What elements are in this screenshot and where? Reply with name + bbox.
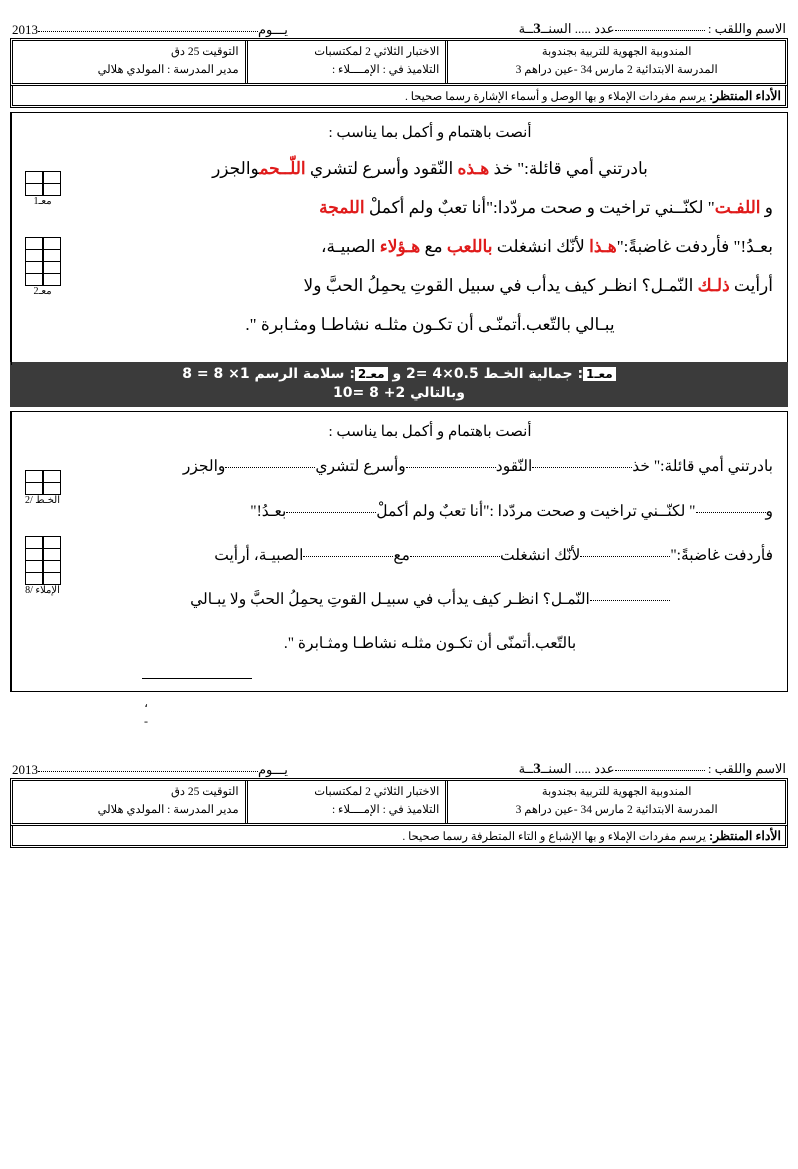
text-run: بعـدُ!" فأردفت غاضبةً:": [616, 236, 773, 256]
footer-zone: [10, 740, 788, 848]
criteria-line-2: وبالتالي 2+ 8 =10: [333, 384, 465, 401]
section2-line: [87, 590, 773, 610]
header-cell-exam-top: [245, 41, 446, 83]
director-text-top: مدير المدرسة : المولدي هلالي: [97, 64, 239, 76]
year-date-top: 2013: [12, 22, 38, 37]
stray-mark-comma: ،: [144, 696, 148, 711]
score-caption: الخـط /2: [25, 495, 60, 507]
score-cell[interactable]: [25, 482, 43, 495]
highlighted-word: هـذه: [457, 159, 490, 178]
section1-line: [87, 314, 773, 337]
identity-right-bottom: [519, 761, 786, 778]
school-text-top: المدرسة الابتدائية 2 مارس 34 -عين دراهم 3: [515, 64, 718, 76]
exam-subject-bottom: التلاميذ في : الإمــــلاء :: [331, 804, 440, 817]
text-run: و: [760, 197, 773, 217]
performance-row-bottom: [10, 826, 788, 848]
answer-blank[interactable]: [580, 556, 670, 557]
section1-instruction: أنصت باهتمام و أكمل بما يناسب :: [328, 125, 532, 141]
criteria-chip-1: معـ1: [583, 367, 616, 381]
text-run: النّمـل؟ انظـر كيف يدأب في سبيل القوتِ يحمِلُ الحبَّ ولا: [303, 275, 698, 295]
year-suffix-top: ــة: [518, 21, 534, 36]
criteria-chip-2: معـ2: [355, 367, 388, 381]
score-grid: [25, 470, 61, 494]
performance-text-top: يرسم مفردات الإملاء و بها الوصل و أسماء الإشارة رسما صحيحا .: [404, 90, 706, 103]
section2-box: [10, 411, 788, 692]
answer-blank[interactable]: [532, 467, 632, 468]
answer-blank[interactable]: [410, 556, 500, 557]
section1-line: [87, 275, 773, 298]
score-grid: [25, 171, 61, 195]
duration-text-bottom: التوقيت 25 دق: [170, 786, 239, 799]
performance-text-bottom: يرسم مفردات الإملاء و بها الإشباع و التاء المتطرفة رسما صحيحا .: [402, 830, 706, 843]
text-run: بادرتني أمي قائلة:" خذ: [489, 159, 648, 178]
day-label-bottom: يـــوم: [258, 762, 288, 778]
year-label-top: السنــ: [540, 21, 572, 36]
year-label-bottom: السنــ: [540, 761, 572, 777]
section1-lines: [87, 158, 773, 337]
text-run: الصبيـة، أرأيت: [214, 546, 304, 564]
name-blank-top[interactable]: [615, 30, 705, 31]
identity-left-top: [12, 22, 288, 38]
header-table-bottom: [10, 778, 788, 826]
section2-instruction: أنصت باهتمام و أكمل بما يناسب :: [328, 424, 532, 441]
header-cell-exam-bottom: [245, 781, 446, 823]
score-cell[interactable]: [25, 273, 43, 286]
text-run: مع: [420, 236, 447, 256]
answer-blank[interactable]: [286, 512, 376, 513]
score-cell[interactable]: [25, 572, 43, 585]
text-run: يبـالي بالتّعب.أتمنّـى أن تكـون مثلـه نشاطـا ومثـابرة ".: [245, 314, 615, 334]
text-run: النّمـل؟ انظـر كيف يدأب في سبيـل القوتِ يحمِلُ الحبَّ ولا يبـالي: [190, 590, 590, 608]
text-run: لأنّك انشغلت: [499, 546, 581, 564]
header-cell-meta-bottom: [13, 781, 245, 823]
section1-score-column: [11, 113, 73, 365]
text-run: والجزر: [212, 159, 260, 178]
highlighted-word: هـؤلاء: [379, 236, 421, 256]
section2-lines: [87, 457, 773, 654]
identity-line-bottom: [10, 740, 788, 778]
score-cell[interactable]: [43, 273, 61, 286]
identity-left-bottom: [12, 762, 288, 778]
name-label-bottom: الاسم واللقب :: [704, 761, 786, 777]
identity-right-top: [519, 21, 786, 38]
text-run: الصبيـة،: [321, 236, 380, 256]
answer-blank[interactable]: [590, 600, 670, 601]
text-run: مع: [393, 546, 410, 564]
highlighted-word: اللمجة: [319, 197, 365, 217]
text-run: بعـدُ!": [250, 502, 287, 520]
highlighted-word: باللعب: [446, 236, 493, 256]
answer-blank[interactable]: [696, 512, 766, 513]
section1-box: [10, 112, 788, 366]
header-cell-meta-top: [13, 41, 245, 83]
day-blank-top[interactable]: [38, 31, 258, 32]
score-cell[interactable]: [43, 183, 61, 196]
score-grid: [25, 536, 61, 584]
name-blank-bottom[interactable]: [615, 770, 705, 771]
section2-line: [87, 457, 773, 477]
section2-line: [87, 546, 773, 566]
duration-text-top: التوقيت 25 دق: [170, 46, 239, 59]
score-grid: [25, 237, 61, 285]
performance-label-bottom: الأداء المنتظر:: [708, 828, 781, 843]
header-cell-delegation-top: [445, 41, 785, 83]
section2-score-column: [11, 412, 73, 691]
section2-text-column: [73, 412, 787, 691]
header-table-top: [10, 38, 788, 86]
highlighted-word: ذلـك: [697, 275, 730, 295]
criteria-text-1: : جمالية الخـط 0.5×4 =2 و: [387, 365, 584, 382]
score-caption: معـ1: [33, 196, 52, 207]
text-run: و: [765, 502, 773, 520]
number-label-top: عدد .....: [571, 21, 615, 36]
text-run: " لكنّــني تراخيت و صحت مردّدا :"أنا تعبٌ ولم أكملْ: [376, 502, 696, 520]
performance-label-top: الأداء المنتظر:: [708, 88, 781, 103]
score-block-2: [25, 237, 61, 297]
stray-mark-dash: -: [144, 714, 148, 729]
text-run: بالتّعب.أتمنّى أن تكـون مثلـه نشاطـا ومثـابرة ".: [283, 635, 577, 653]
text-run: لأنّك انشغلت: [492, 236, 590, 256]
section2-underline-rule: [142, 678, 252, 679]
criteria-text-2: : سلامة الرسم 1× 8 = 8: [182, 365, 355, 382]
section1-line: [87, 197, 773, 220]
section1-text-column: [73, 113, 787, 365]
section1-line: [87, 236, 773, 259]
school-text-bottom: المدرسة الابتدائية 2 مارس 34 -عين دراهم 3: [515, 804, 718, 817]
day-label-top: يـــوم: [258, 22, 288, 37]
score-block-1: [25, 171, 61, 207]
delegation-text-bottom: المندوبية الجهوية للتربية بجندوبة: [541, 786, 692, 799]
text-run: النّقود وأسرع لتشري: [305, 159, 458, 178]
year-value-bottom: 3: [533, 761, 541, 778]
answer-blank[interactable]: [303, 556, 393, 557]
text-run: النّقود: [495, 458, 533, 476]
number-label-bottom: عدد .....: [571, 761, 615, 777]
score-caption: الإملاء /8: [25, 585, 60, 597]
answer-blank[interactable]: [406, 467, 496, 468]
score-cell[interactable]: [43, 572, 61, 585]
highlighted-word: هـذا: [589, 236, 617, 256]
score-caption: معـ2: [33, 286, 52, 297]
score-cell[interactable]: [43, 482, 61, 495]
score-cell[interactable]: [25, 183, 43, 196]
text-run: بادرتني أمي قائلة:" خذ: [632, 458, 773, 476]
exam-title-bottom: الاختبار الثلاثي 2 لمكتسبات: [314, 786, 440, 799]
criteria-bar: [10, 362, 788, 408]
highlighted-word: اللفـت: [714, 197, 761, 217]
year-suffix-bottom: ــة: [518, 761, 534, 777]
section2-line: [87, 502, 773, 522]
header-cell-delegation-bottom: [445, 781, 785, 823]
performance-row-top: [10, 86, 788, 108]
exam-subject-top: التلاميذ في : الإمــــلاء :: [331, 64, 440, 76]
exam-title-top: الاختبار الثلاثي 2 لمكتسبات: [314, 46, 440, 59]
delegation-text-top: المندوبية الجهوية للتربية بجندوبة: [541, 46, 692, 59]
text-run: " لكنّــني تراخيت و صحت مردّدا:"أنا تعبٌ ولم أكملْ: [364, 197, 715, 217]
identity-line-top: [10, 0, 788, 38]
section1-line: [87, 158, 773, 181]
text-run: وأسرع لتشري: [315, 458, 406, 476]
day-blank-bottom[interactable]: [38, 771, 258, 772]
text-run: أرأيت: [729, 275, 773, 295]
section2-line: [87, 634, 773, 654]
text-run: فأردفت غاضبةً:": [670, 546, 773, 564]
answer-blank[interactable]: [225, 467, 315, 468]
year-date-bottom: 2013: [12, 762, 38, 778]
text-run: والجزر: [182, 458, 226, 476]
director-text-bottom: مدير المدرسة : المولدي هلالي: [97, 804, 239, 817]
name-label-top: الاسم واللقب :: [704, 21, 786, 36]
year-value-top: 3: [533, 21, 541, 37]
criteria-line-1: [18, 365, 780, 384]
highlighted-word: اللّــحم: [259, 159, 306, 178]
score-block-1: [25, 470, 61, 506]
score-block-2: [25, 536, 61, 596]
stray-marks: [10, 692, 788, 734]
